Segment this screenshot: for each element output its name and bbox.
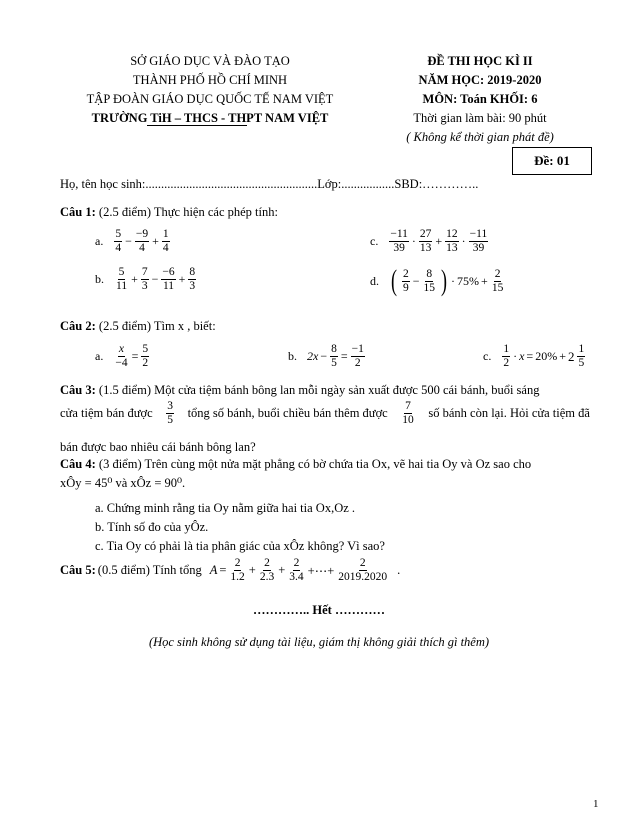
fraction: $\frac{5}{11}$ [116, 266, 128, 292]
percent-value: 20% [535, 349, 558, 363]
end-mark: ………….. Hết ………… [253, 603, 385, 617]
q1-text: (2.5 điểm) Thực hiện các phép tính: [95, 205, 278, 219]
q3-line3: bán được bao nhiêu cái bánh bông lan? [60, 440, 256, 454]
fraction: $\frac{7}{10}$ [402, 400, 414, 426]
group-name: TẬP ĐOÀN GIÁO DỤC QUỐC TẾ NAM VIỆT [86, 92, 334, 106]
header-left [60, 52, 360, 128]
q1d-expr: d. ( $\frac{2}{9}$ − $\frac{8}{15}$ ) · 75% + $\frac{2}{15}$ [370, 264, 504, 297]
q1d-label: d. [370, 273, 379, 288]
q3-line2 [60, 400, 590, 427]
q2b-label: b. [288, 349, 297, 363]
whole-part: 2 [567, 348, 575, 364]
fraction: $\frac{2}{3.4}$ [289, 557, 304, 583]
school-name: TRƯỜNG TiH – THCS - THPT NAM VIỆT [91, 111, 329, 125]
fraction: $\frac{5}{4}$ [115, 228, 122, 254]
time-note: ( Không kể thời gian phát đề) [406, 130, 554, 144]
q1a-expr: a. $\frac{5}{4}$ − $\frac{-9}{4}$ + $\frac{1}{4}$ [95, 228, 169, 254]
fraction: $\frac{-6}{11}$ [162, 266, 175, 292]
q4-line2: xÔy = 45⁰ và xÔz = 90⁰. [60, 476, 186, 490]
header-right [360, 52, 600, 147]
fraction: $\frac{2}{1.2}$ [230, 557, 245, 583]
fraction: $\frac{8}{3}$ [189, 266, 196, 292]
term: 2x [307, 349, 319, 363]
q1b-expr: b. $\frac{5}{11}$ + $\frac{7}{3}$ − $\frac{-6}{11}$ + $\frac{8}{3}$ [95, 266, 196, 292]
exam-title: ĐỀ THI HỌC KÌ II [427, 54, 533, 68]
fraction: $\frac{-1}{2}$ [351, 343, 364, 369]
school-year: NĂM HỌC: 2019-2020 [418, 73, 542, 87]
q2b-expr: b. 2x − $\frac{8}{5}$ = $\frac{-1}{2}$ [288, 343, 364, 369]
percent-value: 75% [457, 273, 480, 288]
q2-number: Câu 2: [60, 319, 96, 333]
exam-code-box: Đề: 01 [512, 147, 592, 175]
fraction: $\frac{1}{2}$ [503, 343, 510, 369]
q1-number: Câu 1: [60, 205, 96, 219]
fraction: $\frac{-9}{4}$ [135, 228, 149, 254]
q4-item-c: c. Tia Oy có phải là tia phân giác của xÔz không? Vì sao? [95, 539, 385, 553]
exam-time: Thời gian làm bài: 90 phút [413, 111, 547, 125]
footer-note: (Học sinh không sử dụng tài liệu, giám thị không giải thích gì thêm) [148, 635, 490, 649]
fraction: $\frac{-11}{39}$ [469, 228, 488, 254]
fraction: $\frac{2}{2019.2020}$ [338, 557, 388, 583]
q3-text-c: số bánh còn lại. Hỏi cửa tiệm đã [428, 406, 590, 420]
q3-number: Câu 3: [60, 383, 96, 397]
fraction: $\frac{-11}{39}$ [390, 228, 408, 254]
q2a-expr: a. $\frac{x}{-4}$ = $\frac{5}{2}$ [95, 343, 149, 369]
fraction: $\frac{27}{13}$ [419, 228, 432, 254]
q1c-label: c. [370, 234, 379, 248]
fraction: $\frac{x}{-4}$ [115, 343, 128, 369]
q5-line: Câu 5: (0.5 điểm) Tính tổng A = $\frac{2}{1.2}$ + $\frac{2}{2.3}$ + $\frac{2}{3.4}$ +⋯+ $\frac{2}{2019.2020}$ . [60, 557, 401, 583]
fraction: $\frac{1}{4}$ [162, 228, 169, 254]
fraction: $\frac{2}{15}$ [491, 267, 504, 294]
q2a-label: a. [95, 349, 104, 363]
fraction: $\frac{8}{15}$ [423, 267, 436, 294]
q3-text-b: tổng số bánh, buổi chiều bán thêm được [187, 406, 388, 420]
fraction: $\frac{12}{13}$ [446, 228, 458, 254]
city-name: THÀNH PHỐ HỒ CHÍ MINH [132, 73, 288, 87]
fraction: $\frac{5}{2}$ [142, 343, 149, 369]
fraction: $\frac{7}{3}$ [141, 266, 148, 292]
q3-text: (1.5 điểm) Một cửa tiệm bánh bông lan mỗi ngày sản xuất được 500 cái bánh, buổi sáng [95, 383, 540, 397]
fraction: $\frac{3}{5}$ [167, 400, 174, 426]
q3-heading [60, 383, 539, 398]
fraction: $\frac{8}{5}$ [331, 343, 337, 369]
q2c-label: c. [483, 349, 492, 363]
school-underline [147, 125, 247, 126]
q1a-label: a. [95, 234, 104, 248]
q4-item-a: a. Chứng minh rằng tia Oy nằm giữa hai tia Ox,Oz . [95, 501, 356, 515]
fraction: $\frac{2}{2.3}$ [259, 557, 275, 583]
dept-name: SỞ GIÁO DỤC VÀ ĐÀO TẠO [130, 54, 290, 68]
q1-heading [60, 205, 278, 220]
subject-grade: MÔN: Toán KHỐI: 6 [422, 92, 538, 106]
q5-text: (0.5 điểm) Tính tổng [97, 563, 202, 577]
q1c-expr: c. $\frac{-11}{39}$ · $\frac{27}{13}$ + $\frac{12}{13}$ · $\frac{-11}{39}$ [370, 228, 488, 254]
q3-text-a: cửa tiệm bán được [60, 406, 153, 420]
page-number: 1 [593, 798, 599, 810]
student-info-line: Họ, tên học sinh:.......................................................Lớp:.................SBD:………….. [60, 177, 479, 191]
q4-text: (3 điểm) Trên cùng một nửa mặt phẳng có bờ chứa tia Ox, vẽ hai tia Oy và Oz sao cho [95, 457, 532, 471]
variable: x [519, 349, 525, 363]
q4-number: Câu 4: [60, 457, 96, 471]
fraction: $\frac{2}{9}$ [403, 267, 409, 294]
q5-number: Câu 5: [60, 563, 96, 577]
fraction: $\frac{1}{5}$ [578, 343, 585, 369]
q2c-expr: c. $\frac{1}{2}$ · x = 20% + 2 $\frac{1}{5}$ [483, 343, 585, 369]
q2-text: (2.5 điểm) Tìm x , biết: [95, 319, 216, 333]
q2-heading [60, 319, 216, 334]
q1b-label: b. [95, 272, 104, 286]
q4-heading [60, 457, 531, 472]
q4-item-b: b. Tính số đo của yÔz. [95, 520, 209, 534]
